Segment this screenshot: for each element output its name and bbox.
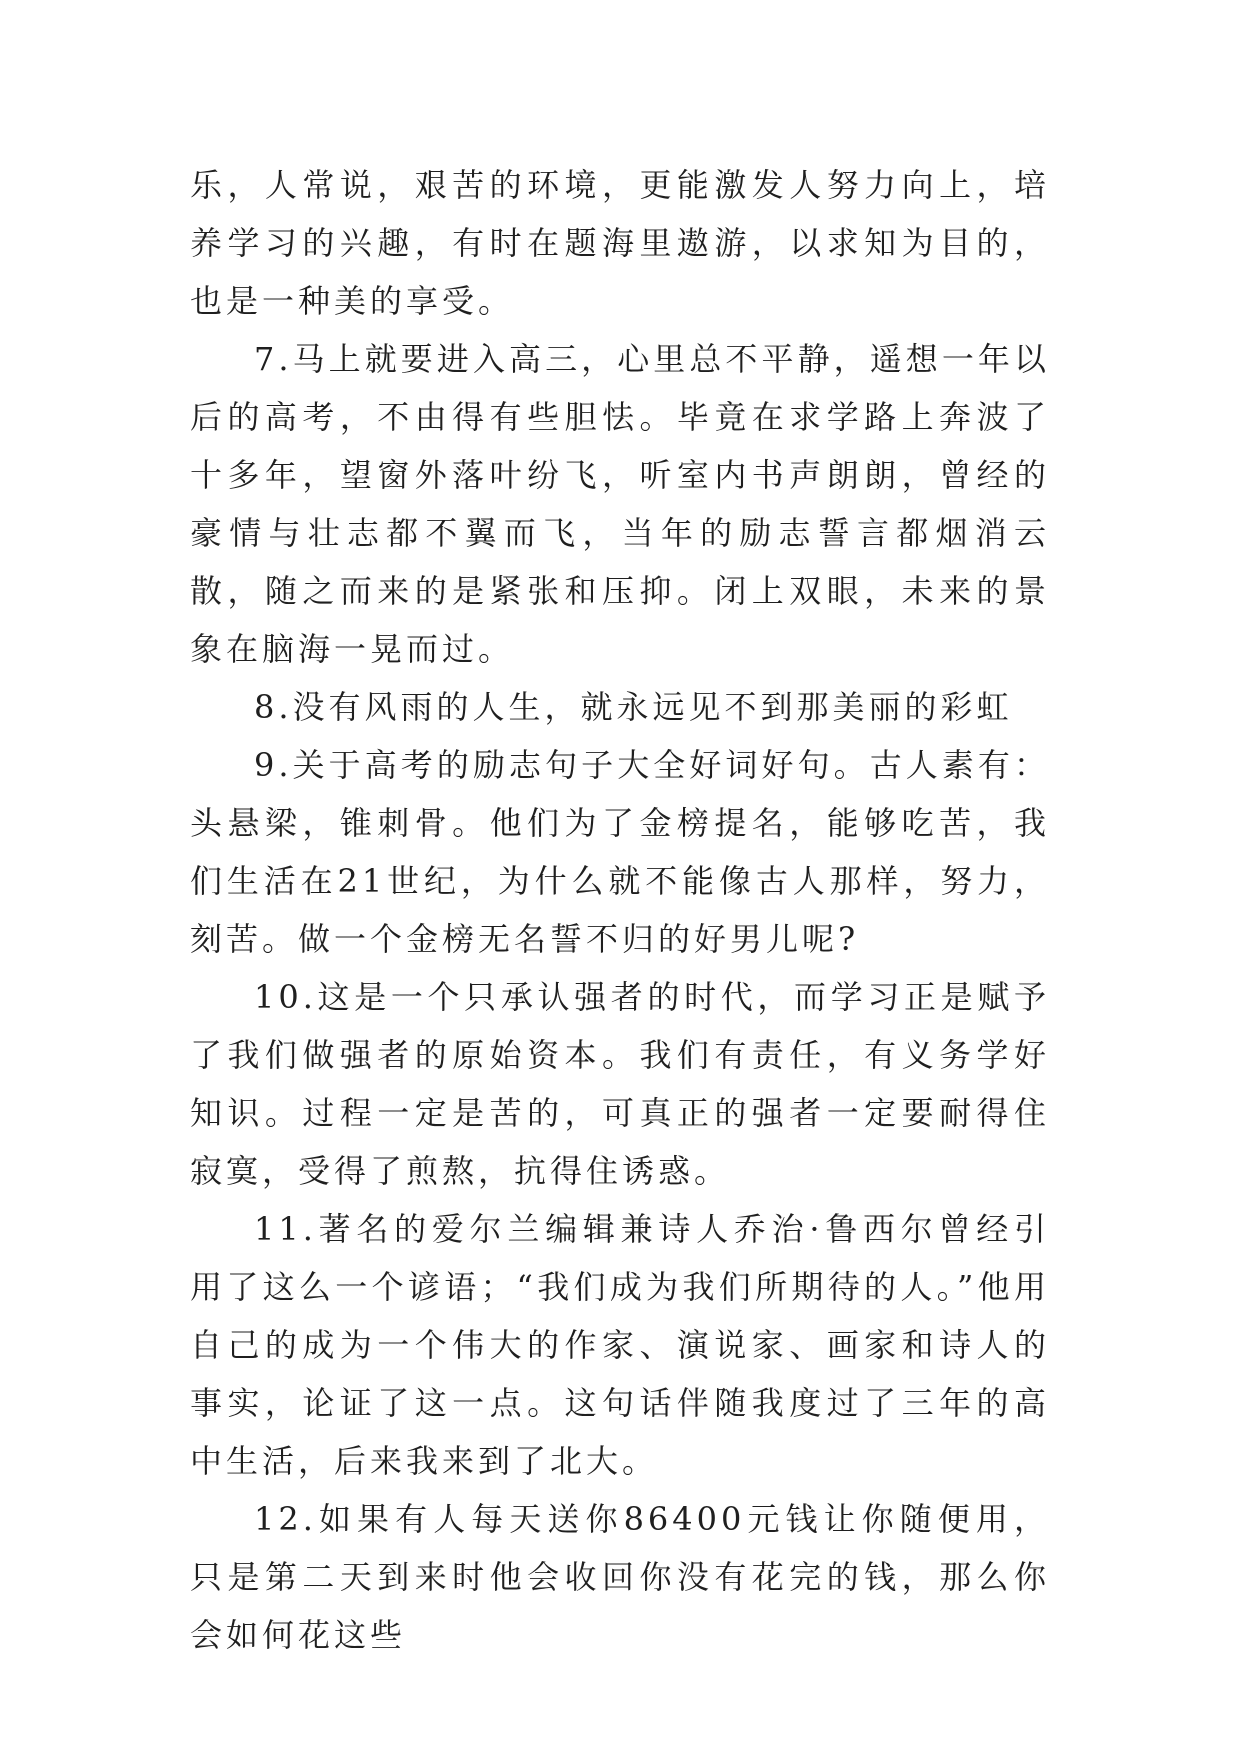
paragraph-item-9: 9.关于高考的励志句子大全好词好句。古人素有：头悬梁，锥刺骨。他们为了金榜提名，能够吃苦，我们生活在21世纪，为什么就不能像古人那样，努力，刻苦。做一个金榜无名誓不归的好男儿呢? xyxy=(190,746,1050,958)
document-body xyxy=(190,156,1050,1664)
paragraph-item-12: 12.如果有人每天送你86400元钱让你随便用，只是第二天到来时他会收回你没有花完的钱，那么你会如何花这些 xyxy=(190,1500,1050,1654)
paragraph-item-8: 8.没有风雨的人生，就永远见不到那美丽的彩虹 xyxy=(254,688,1013,726)
paragraph-item-10: 10.这是一个只承认强者的时代，而学习正是赋予了我们做强者的原始资本。我们有责任，有义务学好知识。过程一定是苦的，可真正的强者一定要耐得住寂寞，受得了煎熬，抗得住诱惑。 xyxy=(190,978,1050,1190)
paragraph-item-11: 11.著名的爱尔兰编辑兼诗人乔治·鲁西尔曾经引用了这么一个谚语；“我们成为我们所期待的人。”他用自己的成为一个伟大的作家、演说家、画家和诗人的事实，论证了这一点。这句话伴随我度过了三年的高中生活，后来我来到了北大。 xyxy=(190,1210,1050,1480)
paragraph-continued: 乐，人常说，艰苦的环境，更能激发人努力向上，培养学习的兴趣，有时在题海里遨游，以求知为目的，也是一种美的享受。 xyxy=(190,166,1050,320)
paragraph-item-7: 7.马上就要进入高三，心里总不平静，遥想一年以后的高考，不由得有些胆怯。毕竟在求学路上奔波了十多年，望窗外落叶纷飞，听室内书声朗朗，曾经的豪情与壮志都不翼而飞，当年的励志誓言都烟消云散，随之而来的是紧张和压抑。闭上双眼，未来的景象在脑海一晃而过。 xyxy=(190,340,1050,668)
